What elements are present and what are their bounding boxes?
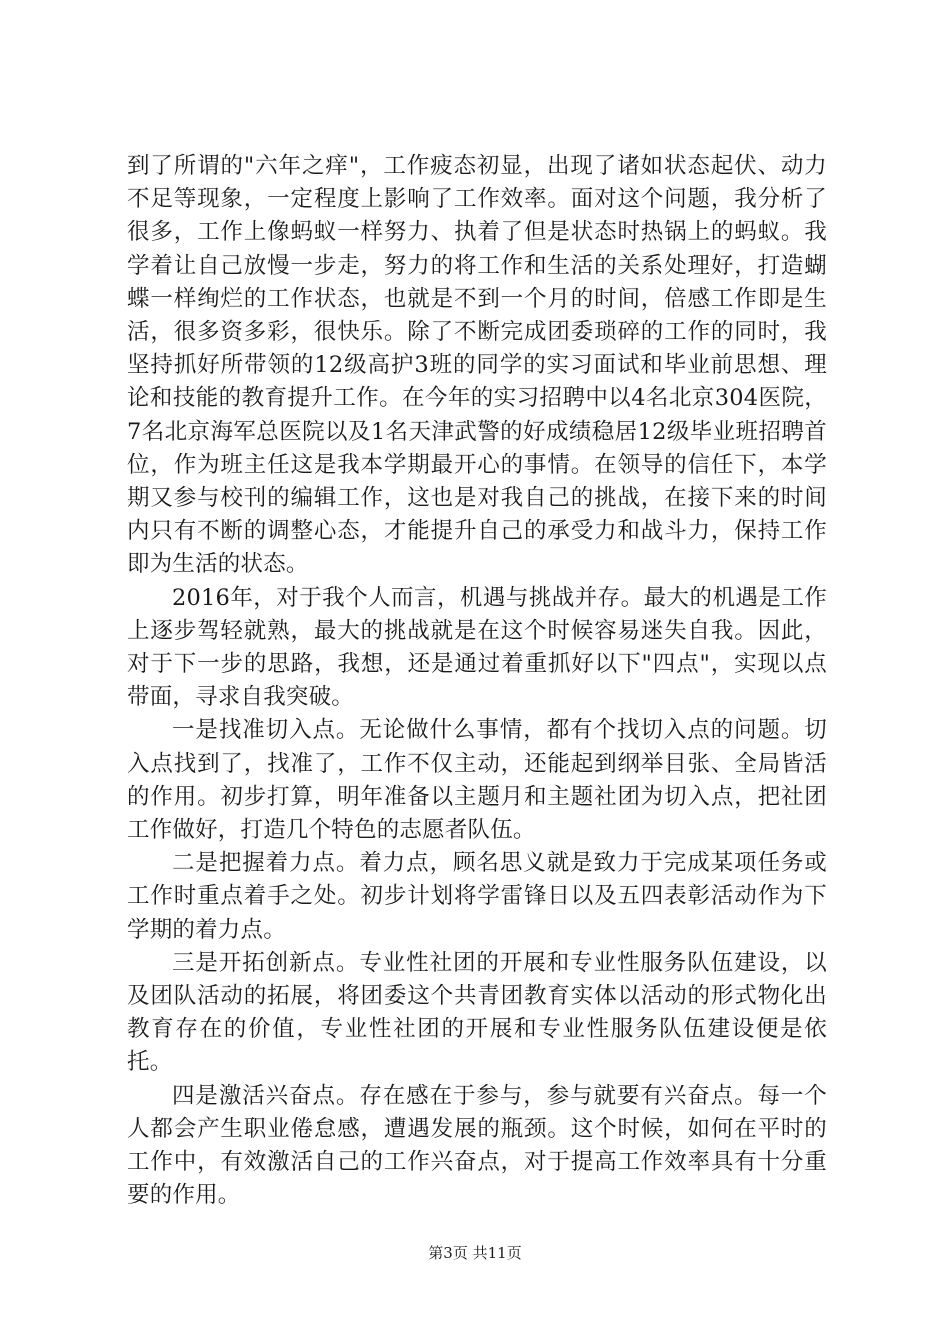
paragraph-point-one: 一是找准切入点。无论做什么事情，都有个找切入点的问题。切入点找到了，找准了，工作不仅主动，还能起到纲举目张、全局皆活的作用。初步打算，明年准备以主题月和主题社团为切入点，把社团工作做好，打造几个特色的志愿者队伍。 [127,717,827,844]
paragraph-2016-outlook: 2016年，对于我个人而言，机遇与挑战并存。最大的机遇是工作上逐步驾轻就熟，最大的挑战就是在这个时候容易迷失自我。因此，对于下一步的思路，我想，还是通过着重抓好以下"四点"，实现以点带面，寻求自我突破。 [127,584,827,711]
paragraph-point-four: 四是激活兴奋点。存在感在于参与，参与就要有兴奋点。每一个人都会产生职业倦怠感，遭遇发展的瓶颈。这个时候，如何在平时的工作中，有效激活自己的工作兴奋点，对于提高工作效率具有十分重要的作用。 [127,1082,827,1209]
page-number-footer: 第3页 共11页 [428,1244,522,1262]
document-body [127,150,827,1213]
paragraph-continuation: 到了所谓的"六年之痒"，工作疲态初显，出现了诸如状态起伏、动力不足等现象，一定程度上影响了工作效率。面对这个问题，我分析了很多，工作上像蚂蚁一样努力、执着了但是状态时热锅上的蚂蚁。我学着让自己放慢一步走，努力的将工作和生活的关系处理好，打造蝴蝶一样绚烂的工作状态，也就是不到一个月的时间，倍感工作即是生活，很多资多彩，很快乐。除了不断完成团委琐碎的工作的同时，我坚持抓好所带领的12级高护3班的同学的实习面试和毕业前思想、理论和技能的教育提升工作。在今年的实习招聘中以4名北京304医院，7名北京海军总医院以及1名天津武警的好成绩稳居12级毕业班招聘首位，作为班主任这是我本学期最开心的事情。在领导的信任下，本学期又参与校刊的编辑工作，这也是对我自己的挑战，在接下来的时间内只有不断的调整心态，才能提升自己的承受力和战斗力，保持工作即为生活的状态。 [127,153,827,578]
paragraph-point-two: 二是把握着力点。着力点，顾名思义就是致力于完成某项任务或工作时重点着手之处。初步计划将学雷锋日以及五四表彰活动作为下学期的着力点。 [127,850,827,943]
paragraph-point-three: 三是开拓创新点。专业性社团的开展和专业性服务队伍建设，以及团队活动的拓展，将团委这个共青团教育实体以活动的形式物化出教育存在的价值，专业性社团的开展和专业性服务队伍建设便是依托。 [127,949,827,1076]
